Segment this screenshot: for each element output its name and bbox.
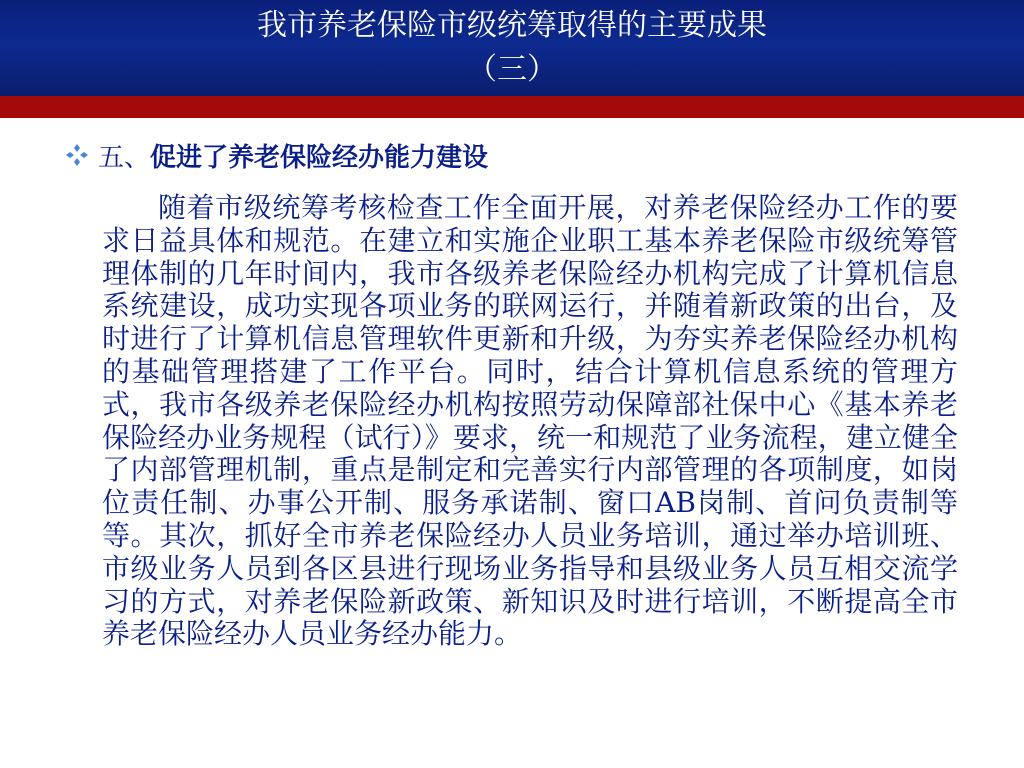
slide-title-subtitle: （三） xyxy=(467,52,557,87)
slide-header xyxy=(0,0,1024,96)
bullet-heading-text: 促进了养老保险经办能力建设 xyxy=(150,142,489,173)
bullet-number: 五、 xyxy=(98,142,151,173)
bullet-heading-row xyxy=(64,138,488,172)
header-accent-bar xyxy=(0,96,1024,118)
diamond-bullet-icon xyxy=(64,142,90,168)
body-paragraph: 随着市级统筹考核检查工作全面开展，对养老保险经办工作的要求日益具体和规范。在建立和实施企业职工基本养老保险市级统筹管理体制的几年时间内，我市各级养老保险经办机构完成了计算机信息系统建设，成功实现各项业务的联网运行，并随着新政策的出台，及时进行了计算机信息管理软件更新和升级，为夯实养老保险经办机构的基础管理搭建了工作平台。同时，结合计算机信息系统的管理方式，我市各级养老保险经办机构按照劳动保障部社保中心《基本养老保险经办业务规程（试行）》要求，统一和规范了业务流程，建立健全了内部管理机制，重点是制定和完善实行内部管理的各项制度，如岗位责任制、办事公开制、服务承诺制、窗口AB岗制、首问负责制等等。其次，抓好全市养老保险经办人员业务培训，通过举办培训班、市级业务人员到各区县进行现场业务指导和县级业务人员互相交流学习的方式，对养老保险新政策、新知识及时进行培训，不断提高全市养老保险经办人员业务经办能力。 xyxy=(102,191,958,651)
slide-title: 我市养老保险市级统筹取得的主要成果 xyxy=(257,8,767,43)
